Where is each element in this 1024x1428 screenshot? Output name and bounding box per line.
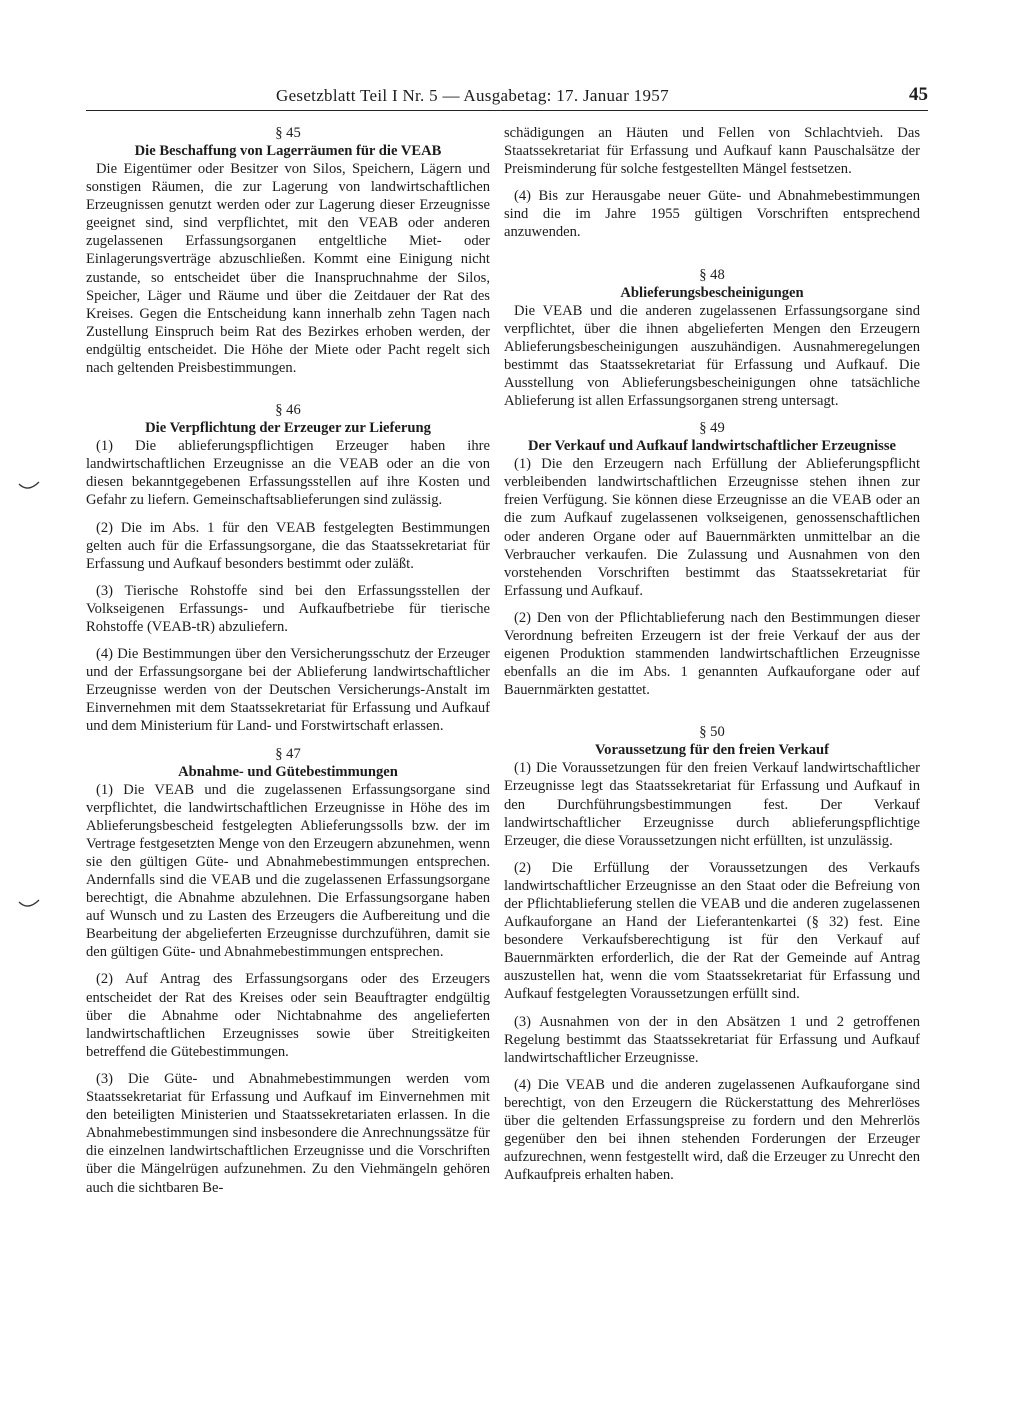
section-title: Abnahme- und Gütebestimmungen [178, 763, 398, 780]
paragraph: Die VEAB und die anderen zugelassenen Erfassungsorgane sind verpflichtet, über die ihnen abgelieferten Mengen den Erzeugern Ablieferungsbescheinigungen auszuhändigen. Ausnahmeregelungen bestimmt das Staatssekretariat für Erfassung und Aufkauf. Die Ausstellung von Ablieferungsbescheinigungen ohne tatsächliche Ablieferung ist allen Erfassungsorganen streng untersagt. [504, 302, 920, 410]
section-title: Ablieferungsbescheinigungen [620, 284, 804, 301]
paragraph: schädigungen an Häuten und Fellen von Schlachtvieh. Das Staatssekretariat für Erfassung und Aufkauf kann Pauschalsätze der Preisminderung für solche festgestellten Mängel festsetzen. [504, 125, 920, 178]
paragraph: (1) Die Voraussetzungen für den freien Verkauf landwirtschaftlicher Erzeugnisse legt das Staatssekretariat für Erfassung und Aufkauf in den Durchführungsbestimmungen fest. Der Verkauf landwirtschaftlicher Erzeugnisse durch ablieferungspflichtige Erzeuger, die diese Voraussetzungen nicht erfüllten, ist unzulässig. [504, 760, 920, 849]
paragraph: (4) Die Bestimmungen über den Versicherungsschutz der Erzeuger und der Erfassungsorgane bei der Ablieferung landwirtschaftlicher Erzeugnisse werden von der Deutschen Versicherungs-Anstalt im Einvernehmen mit dem Staatssekretariat für Erfassung und Aufkauf und dem Ministerium für Land- und Forstwirtschaft erlassen. [86, 646, 490, 735]
paragraph: (4) Bis zur Herausgabe neuer Güte- und Abnahmebestimmungen sind die im Jahre 1955 gültigen Vorschriften entsprechend anzuwenden. [504, 188, 920, 241]
paragraph: (4) Die VEAB und die anderen zugelassenen Aufkauforgane sind berechtigt, von den Erzeugern die Rückerstattung des Mehrerlöses über die geltenden Erfassungspreise zu fordern und den Mehrerlös gegenüber den bei ihnen stehenden Forderungen der Erzeuger aufzurechnen, wenn festgestellt wird, daß die Erzeuger zu Unrecht den Aufkaufpreis erhalten haben. [504, 1076, 920, 1184]
section-number: § 47 [275, 745, 301, 762]
section-45 [86, 124, 490, 377]
paragraph: (2) Die Erfüllung der Voraussetzungen des Verkaufs landwirtschaftlicher Erzeugnisse an den Staat oder die Befreiung von der Pflichtablieferung stellen die VEAB und die anderen zugelassenen Aufkauforgane an Hand der Lieferantenkartei (§ 32) fest. Eine besondere Verkaufsberechtigung ist für den Verkauf auf Bauernmärkten erforderlich, die der Rat der Gemeinde auf Antrag auszustellen hat, wenn die vom Staatssekretariat für Erfassung und Aufkauf festgelegten Voraussetzungen erfüllt sind. [504, 859, 920, 1003]
paragraph: Die Eigentümer oder Besitzer von Silos, Speichern, Lägern und sonstigen Räumen, die zur Lagerung von landwirtschaftlichen Erzeugnissen genutzt werden oder zur Lagerung dieser Erzeugnisse geeignet sind, sind verpflichtet, mit den VEAB oder anderen zugelassenen Erfassungsorganen entgeltliche Miet- oder Einlagerungsverträge abzuschließen. Kommt eine Einigung nicht zustande, so entscheidet über die Inanspruchnahme der Silos, Speicher, Läger und Räume und über die Zeitdauer der Rat des Kreises. Gegen die Entscheidung kann innerhalb zehn Tagen nach Zustellung Einspruch beim Rat des Bezirkes erhoben werden, der endgültig entscheidet. Die Höhe der Miete oder Pacht regelt sich nach geltenden Preisbestimmungen. [86, 161, 490, 377]
header-title: Gesetzblatt Teil I Nr. 5 — Ausgabetag: 17. Januar 1957 [276, 86, 669, 105]
paragraph: (1) Die den Erzeugern nach Erfüllung der Ablieferungspflicht verbleibenden landwirtschaftlichen Erzeugnisse stehen ihnen zur freien Verfügung. Sie können diese Erzeugnisse an die VEAB oder an die zum Aufkauf zugelassenen volkseigenen, genossenschaftlichen oder anderen Organe oder auf Bauernmärkten unmittelbar an die Verbraucher verkaufen. Die Zulassung und Ausnahmen von den vorstehenden Vorschriften bestimmt das Staatssekretariat für Erfassung und Aufkauf. [504, 456, 920, 599]
paragraph: (3) Ausnahmen von der in den Absätzen 1 und 2 getroffenen Regelung bestimmt das Staatssekretariat für Erfassung und Aufkauf landwirtschaftlicher Erzeugnisse. [504, 1013, 920, 1066]
margin-pencil-mark [18, 898, 40, 912]
section-46 [86, 401, 490, 735]
section-title: Die Beschaffung von Lagerräumen für die VEAB [134, 143, 442, 159]
paragraph: (1) Die VEAB und die zugelassenen Erfassungsorgane sind verpflichtet, die landwirtschaftlichen Erzeugnisse in Höhe des im Ablieferungsbescheid festgelegten Ablieferungssolls bzw. der im Vertrage festgesetzten Menge von den Erzeugern abzunehmen, wenn sie den gültigen Güte- und Abnahmebestimmungen entsprechen. Andernfalls sind die VEAB und die zugelassenen Erfassungsorgane berechtigt, die Abnahme abzulehnen. Die Erfassungsorgane haben auf Wunsch und zu Lasten des Erzeugers die Aufbereitung und die Bearbeitung der abgelieferten Erzeugnisse durchzuführen, damit sie den gültigen Güte- und Abnahmebestimmungen entsprechen. [86, 781, 490, 961]
page-number: 45 [909, 84, 928, 105]
paragraph: (3) Tierische Rohstoffe sind bei den Erfassungsstellen der Volkseigenen Erfassungs- und Aufkaufbetriebe für tierische Rohstoffe (VEAB-tR) abzuliefern. [86, 582, 490, 635]
page-header [86, 84, 928, 118]
section-title: Voraussetzung für den freien Verkauf [594, 742, 830, 759]
section-title: Der Verkauf und Aufkauf landwirtschaftlicher Erzeugnisse [528, 438, 896, 455]
section-50 [504, 723, 920, 1184]
section-number: § 50 [699, 724, 725, 741]
paragraph: (2) Den von der Pflichtablieferung nach den Bestimmungen dieser Verordnung befreiten Erzeugern ist der freie Verkauf der aus der eigenen Produktion stammenden landwirtschaftlichen Erzeugnisse ebenfalls an die im Abs. 1 genannten Aufkauforgane oder auf Bauernmärkten gestattet. [504, 609, 920, 699]
header-rule [86, 110, 928, 111]
paragraph: (2) Die im Abs. 1 für den VEAB festgelegten Bestimmungen gelten auch für die Erfassungsorgane, die das Staatssekretariat für Erfassung und Aufkauf besonders bestimmt oder zuläßt. [86, 519, 490, 572]
section-47-continued [504, 124, 920, 242]
section-49 [504, 419, 920, 699]
paragraph: (3) Die Güte- und Abnahmebestimmungen werden vom Staatssekretariat für Erfassung und Aufkauf im Einvernehmen mit den beteiligten Ministerien und Staatssekretariaten erlassen. In die Abnahmebestimmungen sind insbesondere die Anrechnungssätze für die einzelnen landwirtschaftlichen Erzeugnisse und die Vorschriften über die Mängelrügen aufzunehmen. Zu den Viehmängeln gehören auch die sichtbaren Be- [86, 1070, 490, 1196]
left-column [86, 124, 490, 1197]
section-number: § 45 [275, 125, 301, 141]
paragraph: (1) Die ablieferungspflichtigen Erzeuger haben ihre landwirtschaftlichen Erzeugnisse an die VEAB oder an die von diesen bekanntgegebenen Erfassungsstellen auf ihre Kosten und Gefahr zu liefern. Gemeinschaftsablieferungen sind zulässig. [86, 438, 490, 509]
section-number: § 48 [699, 266, 725, 283]
paragraph: (2) Auf Antrag des Erfassungsorgans oder des Erzeugers entscheidet der Rat des Kreises oder sein Beauftragter endgültig über die Abnahme oder Nichtabnahme des angelieferten landwirtschaftlichen Erzeugnisses sowie über Streitigkeiten betreffend die Gütebestimmungen. [86, 971, 490, 1060]
right-column [504, 124, 920, 1184]
section-number: § 46 [275, 402, 301, 419]
section-title: Die Verpflichtung der Erzeuger zur Lieferung [145, 420, 431, 437]
section-47 [86, 745, 490, 1197]
section-number: § 49 [699, 420, 725, 437]
margin-pencil-mark [18, 480, 40, 494]
section-48 [504, 266, 920, 411]
